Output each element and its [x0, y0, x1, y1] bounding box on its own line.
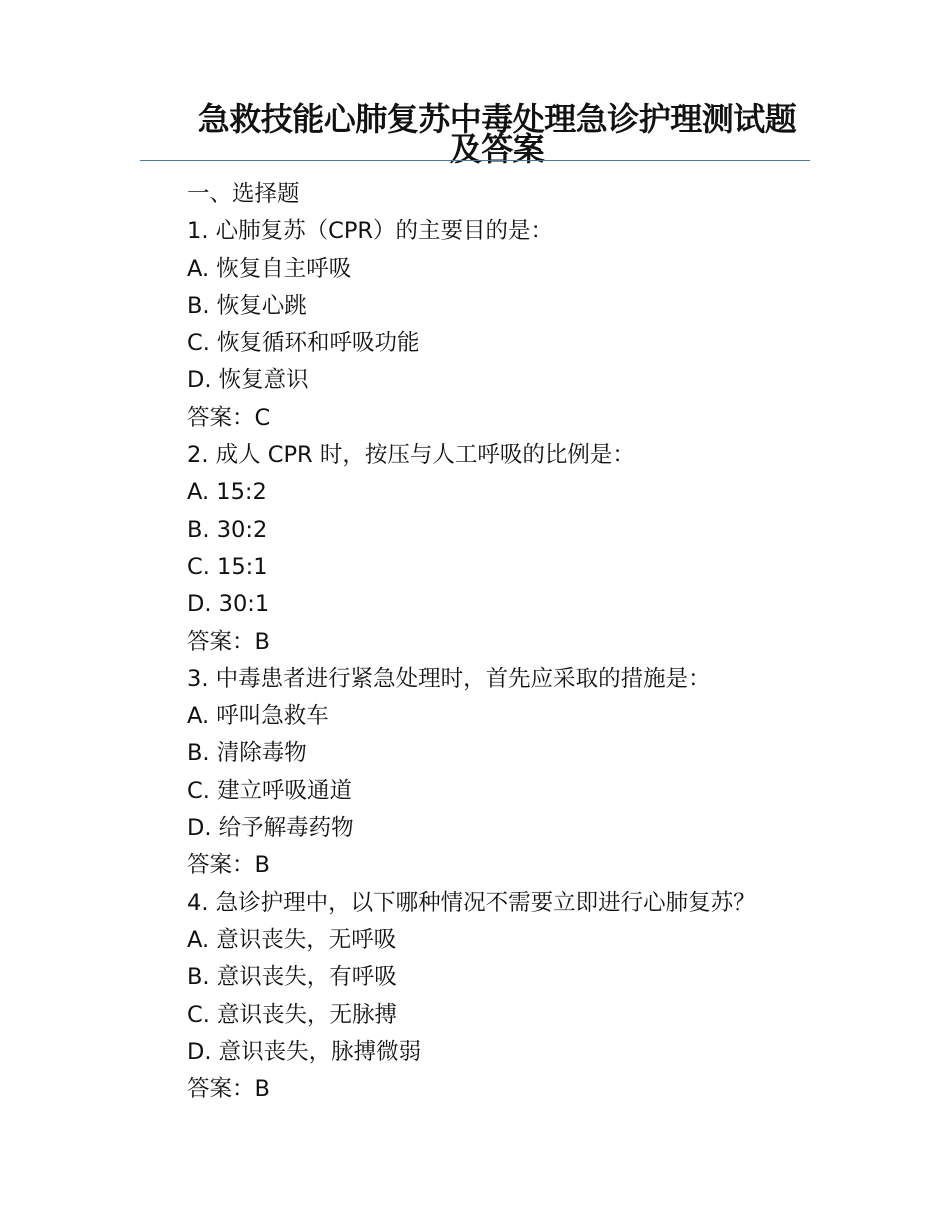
option-b: B. 意识丧失，有呼吸: [187, 964, 397, 991]
option-a: A. 呼叫急救车: [187, 703, 329, 730]
question-block: [187, 437, 847, 661]
option-c: C. 意识丧失，无脉搏: [187, 1001, 398, 1028]
answer-line: 答案：B: [187, 1076, 270, 1103]
question-block: [187, 885, 847, 1109]
option-c: C. 建立呼吸通道: [187, 777, 353, 804]
option-a: A. 意识丧失，无呼吸: [187, 926, 397, 953]
option-d: D. 给予解毒药物: [187, 815, 354, 842]
question-stem: 3. 中毒患者进行紧急处理时，首先应采取的措施是：: [187, 665, 711, 692]
option-d: D. 30:1: [187, 591, 270, 618]
document-title-block: [140, 100, 810, 168]
option-c: C. 恢复循环和呼吸功能: [187, 330, 420, 357]
option-a: A. 15:2: [187, 479, 267, 506]
title-divider: [140, 160, 810, 161]
option-b: B. 30:2: [187, 516, 268, 543]
question-block: [187, 213, 847, 437]
document-body: [187, 176, 847, 1108]
document-title: 急救技能心肺复苏中毒处理急诊护理测试题及答案: [197, 100, 797, 168]
question-block: [187, 661, 847, 885]
question-stem: 1. 心肺复苏（CPR）的主要目的是：: [187, 218, 554, 245]
option-d: D. 意识丧失，脉搏微弱: [187, 1038, 422, 1065]
option-c: C. 15:1: [187, 553, 268, 580]
option-a: A. 恢复自主呼吸: [187, 255, 352, 282]
answer-line: 答案：B: [187, 628, 270, 655]
option-d: D. 恢复意识: [187, 367, 309, 394]
section-heading: 一、选择题: [187, 181, 300, 207]
question-stem: 2. 成人 CPR 时，按压与人工呼吸的比例是：: [187, 442, 635, 469]
option-b: B. 清除毒物: [187, 740, 307, 767]
option-b: B. 恢复心跳: [187, 292, 307, 319]
answer-line: 答案：C: [187, 404, 271, 431]
answer-line: 答案：B: [187, 852, 270, 879]
question-stem: 4. 急诊护理中，以下哪种情况不需要立即进行心肺复苏？: [187, 889, 756, 916]
